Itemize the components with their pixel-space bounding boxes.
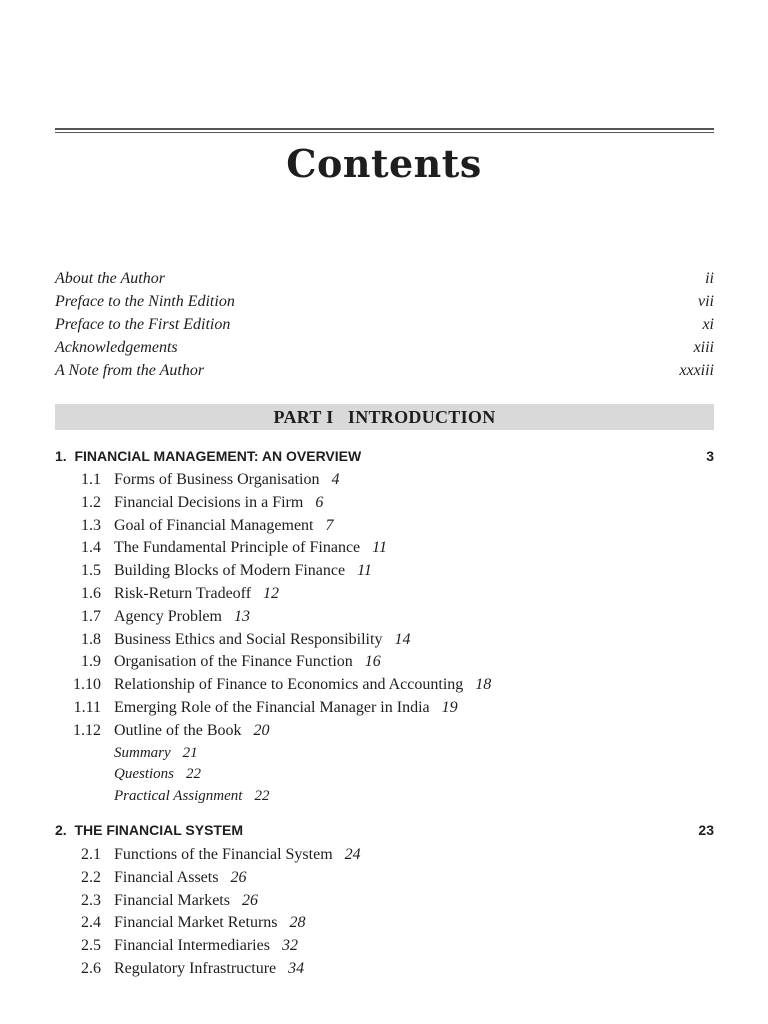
chapter-heading[interactable] [55,445,714,467]
section-entry[interactable] [55,674,714,697]
section-number: 1.12 [73,721,101,739]
extra-page: 21 [182,744,198,761]
section-page: 14 [394,630,411,648]
section-page: 12 [263,584,280,602]
section-title: Financial Intermediaries [114,937,270,955]
chapter-extra-entry[interactable] [55,786,714,808]
front-matter-label: About the Author [55,270,165,287]
section-title: Risk-Return Tradeoff [114,584,252,602]
section-number: 1.9 [81,653,101,671]
section-entry[interactable] [55,890,714,913]
front-matter-item[interactable] [55,336,714,359]
section-number: 2.4 [81,914,101,932]
chapter-title: 2. THE FINANCIAL SYSTEM [55,822,243,838]
front-matter-list [55,267,714,382]
section-number: 2.1 [81,846,101,863]
section-entry[interactable] [55,583,714,606]
front-matter-page: xxxiii [679,362,714,379]
section-page: 4 [331,471,340,488]
extra-page: 22 [186,766,201,783]
section-entry[interactable] [55,697,714,720]
front-matter-label: A Note from the Author [55,362,205,379]
chapter-heading[interactable] [55,819,714,841]
section-number: 2.5 [81,937,101,955]
section-title: The Fundamental Principle of Finance [114,539,361,557]
section-number: 1.7 [81,607,101,625]
section-entry[interactable] [55,912,714,935]
section-page: 16 [364,653,381,671]
section-title: Goal of Financial Management [114,516,314,534]
chapter-extra-entry[interactable] [55,764,714,786]
section-title: Forms of Business Organisation [114,471,320,488]
section-title: Business Ethics and Social Responsibility [114,630,383,648]
chapter-extra-entry[interactable] [55,743,714,765]
section-title: Outline of the Book [114,721,242,739]
section-number: 1.3 [81,516,101,534]
section-title: Regulatory Infrastructure [114,959,277,977]
section-entry[interactable] [55,844,714,867]
top-rule-thin [55,132,714,133]
chapter-title: 1. FINANCIAL MANAGEMENT: AN OVERVIEW [55,448,362,464]
front-matter-label: Preface to the Ninth Edition [55,293,235,310]
section-number: 1.10 [73,676,101,694]
front-matter-label: Acknowledgements [55,339,178,356]
front-matter-item[interactable] [55,290,714,313]
section-title: Building Blocks of Modern Finance [114,562,346,580]
chapter-1-sections [55,469,714,807]
chapter-2-sections [55,844,714,981]
front-matter-page: vii [698,293,714,310]
section-page: 11 [372,539,387,557]
front-matter-item[interactable] [55,313,714,336]
front-matter-item[interactable] [55,359,714,382]
section-number: 1.1 [81,471,101,488]
section-title: Financial Market Returns [114,914,278,932]
extra-title: Questions [114,766,174,783]
front-matter-page: xiii [693,339,714,356]
section-entry[interactable] [55,606,714,629]
section-number: 1.2 [81,493,101,511]
section-number: 2.6 [81,959,101,977]
section-page: 6 [315,493,324,511]
section-page: 34 [288,959,305,977]
page-title: Contents [286,141,482,186]
section-entry[interactable] [55,629,714,652]
section-page: 20 [253,721,270,739]
section-title: Financial Decisions in a Firm [114,493,304,511]
section-entry[interactable] [55,935,714,958]
front-matter-page: ii [705,270,714,287]
section-page: 7 [325,516,334,534]
section-entry[interactable] [55,720,714,743]
section-entry[interactable] [55,651,714,674]
section-number: 2.3 [81,891,101,909]
section-page: 18 [475,676,492,694]
section-entry[interactable] [55,515,714,538]
section-page: 13 [233,607,250,625]
section-title: Financial Assets [114,868,219,886]
section-page: 32 [281,937,298,955]
section-title: Agency Problem [114,607,222,625]
section-entry[interactable] [55,537,714,560]
extra-title: Practical Assignment [114,787,243,804]
section-page: 19 [441,698,458,716]
chapter-page: 23 [698,822,714,838]
section-page: 26 [241,891,258,909]
section-title: Functions of the Financial System [114,846,333,863]
section-entry[interactable] [55,469,714,492]
section-title: Relationship of Finance to Economics and Accounting [114,676,464,694]
section-entry[interactable] [55,492,714,515]
front-matter-page: xi [702,316,714,333]
section-title: Emerging Role of the Financial Manager in India [114,698,430,716]
front-matter-item[interactable] [55,267,714,290]
section-entry[interactable] [55,958,714,981]
section-page: 11 [357,562,372,580]
section-number: 1.8 [81,630,101,648]
section-entry[interactable] [55,867,714,890]
section-title: Financial Markets [114,891,230,909]
extra-page: 22 [254,787,270,804]
section-number: 1.5 [81,562,101,580]
chapter-page: 3 [706,448,714,464]
section-title: Organisation of the Finance Function [114,653,353,671]
section-page: 28 [289,914,306,932]
section-number: 2.2 [81,868,101,886]
top-rule-thick [55,128,714,130]
extra-title: Summary [114,744,171,761]
section-page: 26 [230,868,247,886]
section-number: 1.6 [81,584,101,602]
front-matter-label: Preface to the First Edition [55,316,231,333]
section-number: 1.11 [73,698,101,716]
section-number: 1.4 [81,539,101,557]
section-entry[interactable] [55,560,714,583]
part-heading: PART I INTRODUCTION [55,404,714,430]
section-page: 24 [344,846,361,863]
